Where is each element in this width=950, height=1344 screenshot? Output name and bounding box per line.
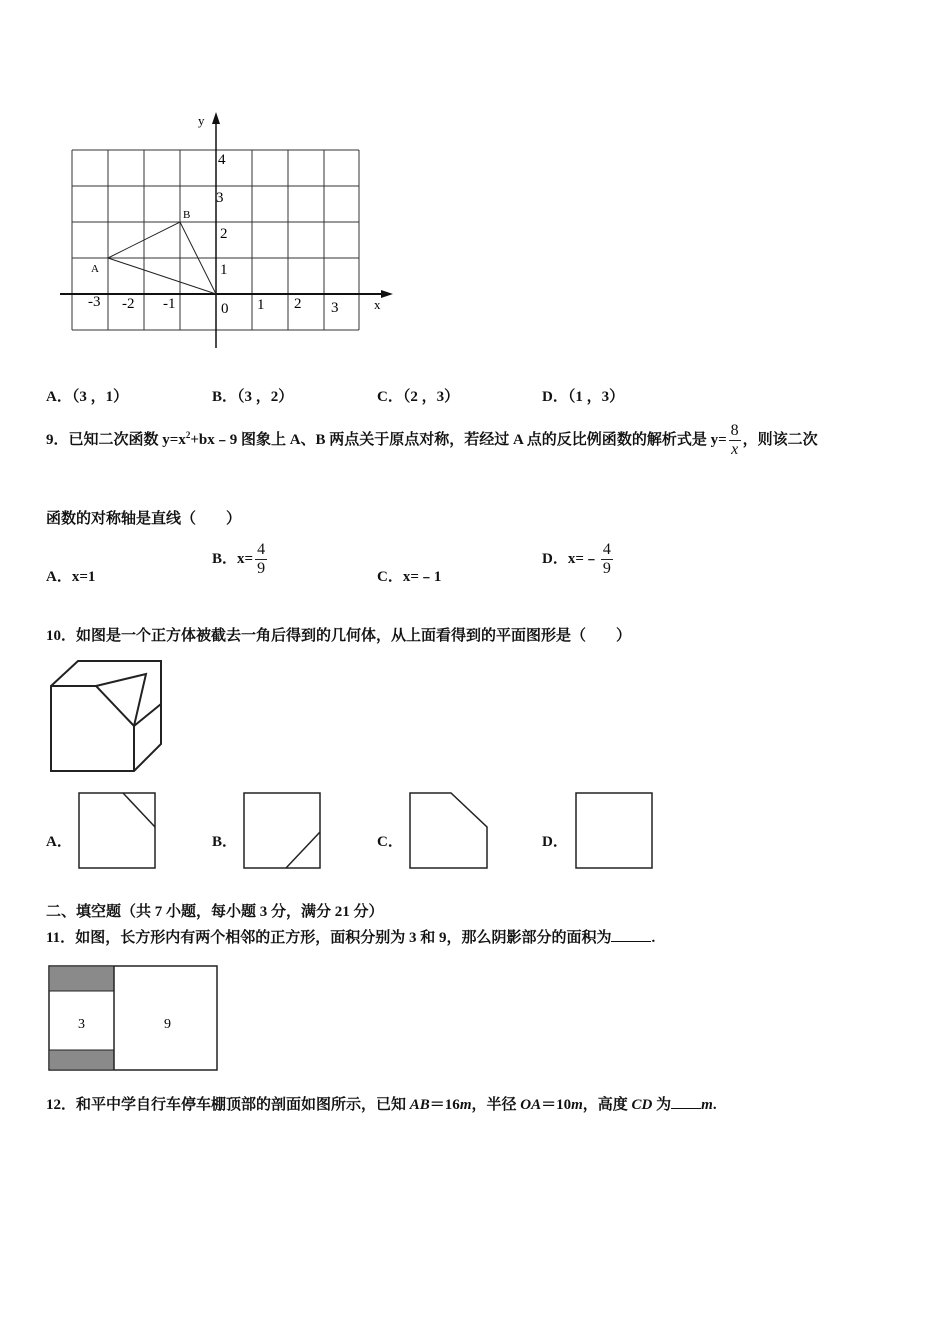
q10-option-c-label[interactable]: C． [377, 834, 403, 850]
fraction-4-over-9: $\frac{4}{9}$ [602, 541, 611, 577]
x-tick-label: 1 [257, 297, 265, 313]
y-tick-label: 4 [218, 152, 226, 168]
y-axis-label: y [198, 113, 205, 128]
fraction-8-over-x: $\frac{8}{x}$ [730, 422, 739, 458]
rectangle-squares-figure [48, 965, 220, 1073]
q10-question: 10．如图是一个正方体被截去一角后得到的几何体，从上面看得到的平面图形是（ ） [46, 628, 632, 644]
y-tick-label: 1 [220, 262, 228, 278]
q10-option-a-label[interactable]: A． [46, 834, 72, 850]
answer-blank[interactable] [671, 1094, 701, 1109]
q10-option-a-figure[interactable] [78, 792, 158, 870]
q10-option-b-label[interactable]: B． [212, 834, 238, 850]
square-small-label: 3 [78, 1017, 85, 1032]
point-b-label: B [183, 209, 191, 221]
q8-option-c[interactable]: C．（2 ，3） [377, 389, 460, 405]
q12-question: 12．和平中学自行车停车棚顶部的剖面如图所示，已知 AB＝16m，半径 OA＝10m，高度 CD 为 m. [46, 1093, 717, 1114]
shaded-region-bottom [50, 1050, 114, 1069]
q9-question-line2: 函数的对称轴是直线（ ） [46, 511, 242, 527]
x-tick-label: -2 [122, 296, 135, 312]
x-axis-arrow [381, 290, 393, 298]
shaded-region-top [50, 967, 114, 991]
y-tick-label: 2 [220, 226, 228, 242]
answer-blank[interactable] [611, 927, 651, 942]
q9-question: 9．已知二次函数 $y=x^2+bx﹣9$ 图象上 A、B 两点关于原点对称，若经过 A 点的反比例函数的解析式是 y= $\frac{8}{x}$ ，则该二次 [46, 422, 818, 458]
x-tick-label: 3 [331, 300, 339, 316]
q9-option-a[interactable]: A．x=1 [46, 569, 96, 585]
x-tick-label: 2 [294, 296, 302, 312]
q9-option-d[interactable]: D．x=﹣ $\frac{4}{9}$ [542, 541, 611, 577]
square-large-label: 9 [164, 1017, 171, 1032]
q8-option-d[interactable]: D．（1 ，3） [542, 389, 625, 405]
point-a-label: A [91, 263, 99, 275]
x-tick-label: -1 [163, 296, 176, 312]
q10-option-b-figure[interactable] [243, 792, 323, 870]
x-tick-label: -3 [88, 294, 101, 310]
q10-option-c-figure[interactable] [409, 792, 491, 870]
y-axis-arrow [212, 112, 220, 124]
cut-cube-figure [46, 656, 168, 778]
fraction-4-over-9: $\frac{4}{9}$ [257, 541, 266, 577]
y-tick-label: 3 [216, 190, 224, 206]
section-title: 二、填空题（共 7 小题，每小题 3 分，满分 21 分） [46, 904, 384, 920]
x-tick-label: 0 [221, 301, 229, 317]
coordinate-grid-figure [55, 108, 400, 353]
q9-option-c[interactable]: C．x=﹣1 [377, 569, 442, 585]
q11-question: 11．如图，长方形内有两个相邻的正方形，面积分别为 3 和 9，那么阴影部分的面积为 . [46, 926, 655, 947]
x-axis-label: x [374, 297, 381, 312]
q9-option-b[interactable]: B．x= $\frac{4}{9}$ [212, 541, 266, 577]
q8-option-a[interactable]: A．（3 ，1） [46, 389, 129, 405]
q8-option-b[interactable]: B．（3 ，2） [212, 389, 294, 405]
q10-option-d-figure[interactable] [575, 792, 655, 870]
q10-option-d-label[interactable]: D． [542, 834, 568, 850]
